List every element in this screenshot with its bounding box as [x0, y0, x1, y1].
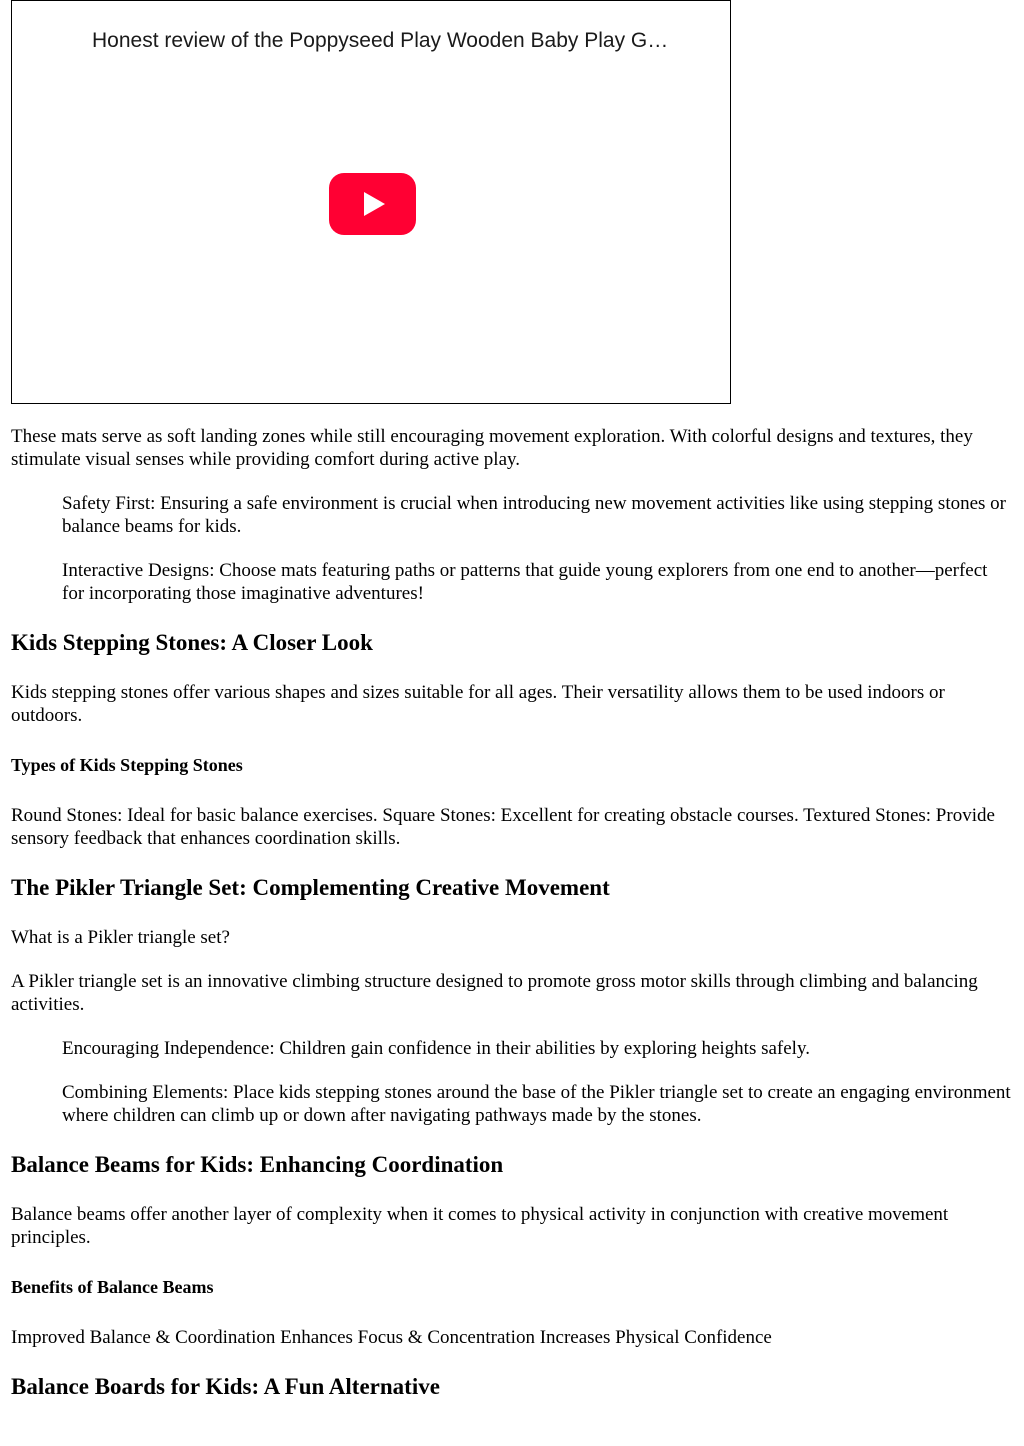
quote-text: Combining Elements: Place kids stepping stones around the base of the Pikler triangle set to create an engaging environment where children can climb up or down after navigating pathways made by the stones. [62, 1082, 1011, 1126]
subheading-types-of-stones: Types of Kids Stepping Stones [11, 755, 243, 775]
combining-elements-quote [62, 1081, 1013, 1127]
interactive-designs-quote [62, 559, 1013, 605]
youtube-play-button[interactable] [329, 173, 416, 235]
section-heading-stepping-stones: Kids Stepping Stones: A Closer Look [11, 630, 373, 655]
play-icon [364, 192, 385, 216]
section-heading-pikler-triangle: The Pikler Triangle Set: Complementing Creative Movement [11, 875, 610, 900]
video-title[interactable]: Honest review of the Poppyseed Play Wooden Baby Play G… [92, 29, 669, 52]
quote-text: Interactive Designs: Choose mats featuring paths or patterns that guide young explorers from one end to another—perfect for incorporating those imaginative adventures! [62, 560, 988, 604]
subheading-benefits-of-beams: Benefits of Balance Beams [11, 1277, 214, 1297]
embedded-video[interactable] [11, 0, 731, 404]
types-of-stones-paragraph: Round Stones: Ideal for basic balance exercises. Square Stones: Excellent for creating obstacle courses. Textured Stones: Provide sensory feedback that enhances coordination skills. [11, 805, 995, 849]
benefits-of-beams-paragraph: Improved Balance & Coordination Enhances Focus & Concentration Increases Physical Confidence [11, 1327, 772, 1348]
intro-paragraph: These mats serve as soft landing zones while still encouraging movement exploration. With colorful designs and textures, they stimulate visual senses while providing comfort during active play. [11, 426, 973, 470]
pikler-question-paragraph: What is a Pikler triangle set? [11, 927, 230, 948]
balance-beams-paragraph: Balance beams offer another layer of complexity when it comes to physical activity in conjunction with creative movement principles. [11, 1204, 949, 1248]
section-heading-balance-boards: Balance Boards for Kids: A Fun Alternative [11, 1374, 440, 1399]
section-heading-balance-beams: Balance Beams for Kids: Enhancing Coordination [11, 1152, 504, 1177]
encouraging-independence-quote [62, 1037, 1013, 1060]
safety-first-quote [62, 492, 1013, 538]
quote-text: Encouraging Independence: Children gain confidence in their abilities by exploring heights safely. [62, 1038, 810, 1059]
pikler-description-paragraph: A Pikler triangle set is an innovative climbing structure designed to promote gross motor skills through climbing and balancing activities. [11, 971, 978, 1015]
quote-text: Safety First: Ensuring a safe environment is crucial when introducing new movement activities like using stepping stones or balance beams for kids. [62, 493, 1006, 537]
stepping-stones-paragraph: Kids stepping stones offer various shapes and sizes suitable for all ages. Their versatility allows them to be used indoors or outdoors. [11, 682, 945, 726]
